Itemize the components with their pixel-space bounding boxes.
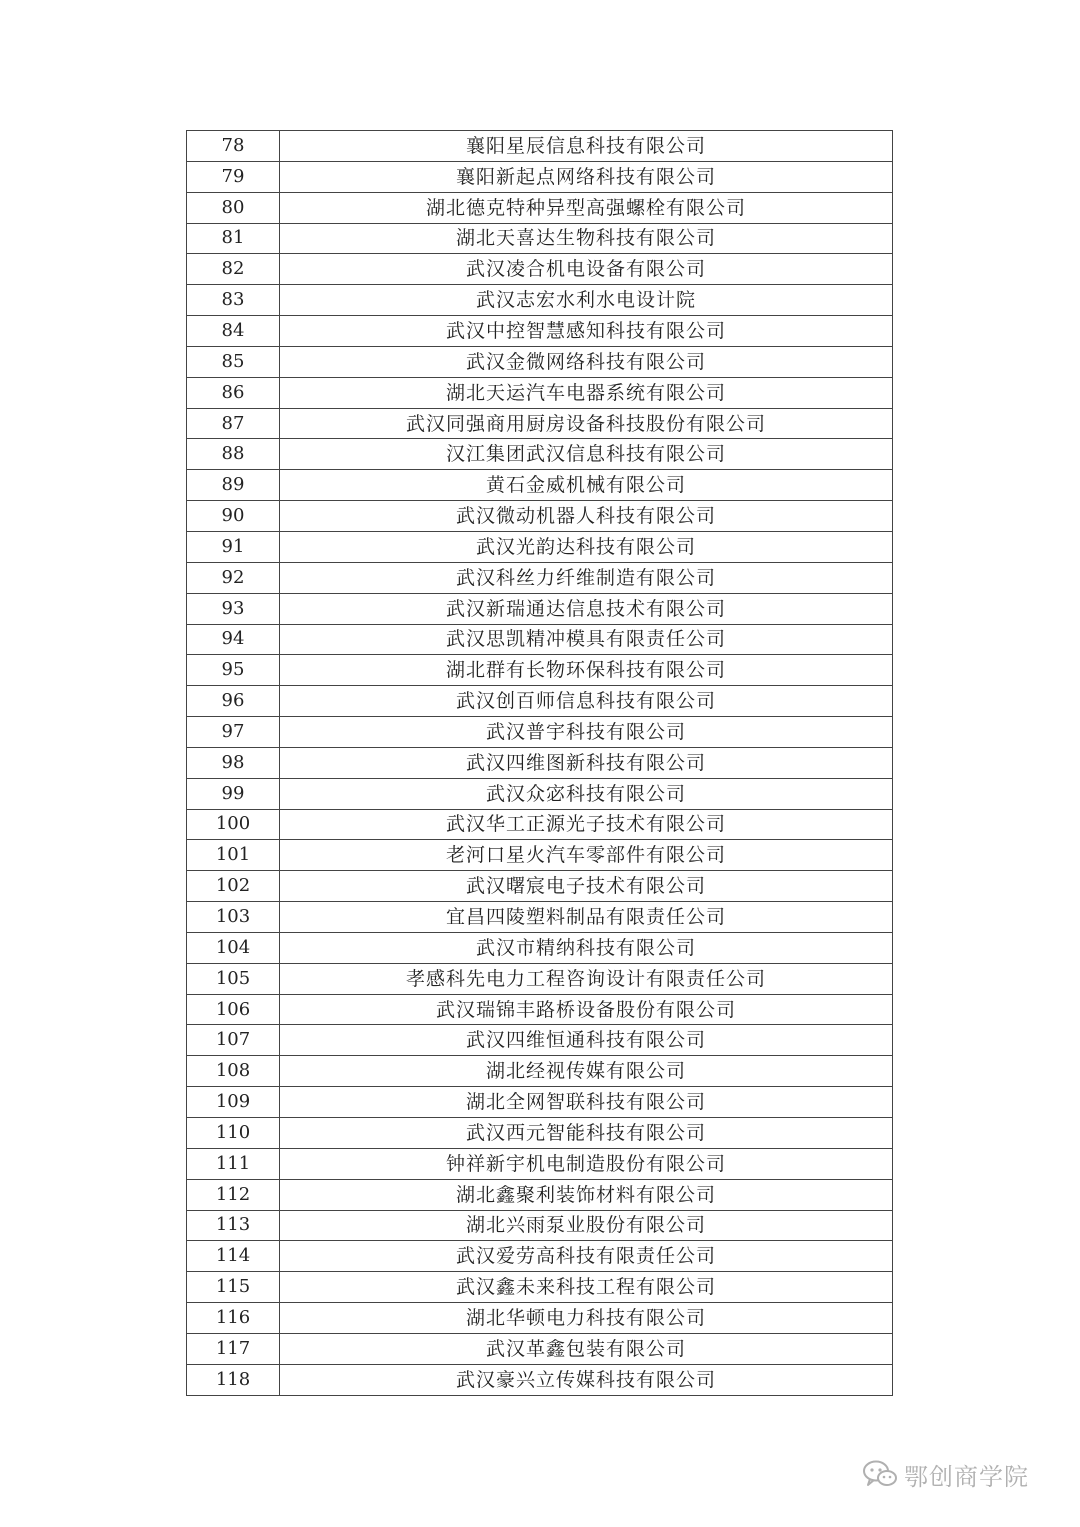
row-number: 82 (187, 254, 280, 285)
row-number: 106 (187, 994, 280, 1025)
row-number: 85 (187, 346, 280, 377)
row-number: 93 (187, 593, 280, 624)
company-name: 武汉瑞锦丰路桥设备股份有限公司 (280, 994, 893, 1025)
table-row (187, 809, 893, 840)
table-row (187, 346, 893, 377)
table-row (187, 593, 893, 624)
company-name: 武汉中控智慧感知科技有限公司 (280, 316, 893, 347)
row-number: 109 (187, 1087, 280, 1118)
table-row (187, 1179, 893, 1210)
row-number: 86 (187, 377, 280, 408)
table-row (187, 192, 893, 223)
company-name: 武汉新瑞通达信息技术有限公司 (280, 593, 893, 624)
company-name: 襄阳星辰信息科技有限公司 (280, 131, 893, 162)
company-name: 武汉爱劳高科技有限责任公司 (280, 1241, 893, 1272)
table-row (187, 131, 893, 162)
row-number: 116 (187, 1303, 280, 1334)
table-row (187, 531, 893, 562)
company-name: 武汉西元智能科技有限公司 (280, 1118, 893, 1149)
table-row (187, 223, 893, 254)
company-name: 老河口星火汽车零部件有限公司 (280, 840, 893, 871)
row-number: 104 (187, 932, 280, 963)
table-row (187, 254, 893, 285)
table-row (187, 316, 893, 347)
row-number: 87 (187, 408, 280, 439)
row-number: 100 (187, 809, 280, 840)
company-name: 武汉鑫未来科技工程有限公司 (280, 1272, 893, 1303)
table-row (187, 1148, 893, 1179)
row-number: 101 (187, 840, 280, 871)
table-row (187, 1241, 893, 1272)
row-number: 115 (187, 1272, 280, 1303)
table-row (187, 1118, 893, 1149)
company-name: 武汉微动机器人科技有限公司 (280, 501, 893, 532)
company-name: 武汉同强商用厨房设备科技股份有限公司 (280, 408, 893, 439)
table-row (187, 747, 893, 778)
table-row (187, 562, 893, 593)
row-number: 102 (187, 871, 280, 902)
company-name: 武汉普宇科技有限公司 (280, 717, 893, 748)
company-name: 武汉华工正源光子技术有限公司 (280, 809, 893, 840)
table-row (187, 1333, 893, 1364)
row-number: 105 (187, 963, 280, 994)
company-name: 湖北德克特种异型高强螺栓有限公司 (280, 192, 893, 223)
row-number: 117 (187, 1333, 280, 1364)
company-name: 武汉志宏水利水电设计院 (280, 285, 893, 316)
company-name: 武汉曙宸电子技术有限公司 (280, 871, 893, 902)
table-row (187, 470, 893, 501)
table-row (187, 717, 893, 748)
company-name: 汉江集团武汉信息科技有限公司 (280, 439, 893, 470)
row-number: 108 (187, 1056, 280, 1087)
row-number: 91 (187, 531, 280, 562)
table-row (187, 1303, 893, 1334)
row-number: 78 (187, 131, 280, 162)
table-row (187, 840, 893, 871)
row-number: 98 (187, 747, 280, 778)
table-row (187, 624, 893, 655)
table-row (187, 994, 893, 1025)
company-list-table (186, 130, 893, 1396)
table-row (187, 439, 893, 470)
company-name: 武汉市精纳科技有限公司 (280, 932, 893, 963)
company-name: 武汉思凯精冲模具有限责任公司 (280, 624, 893, 655)
row-number: 110 (187, 1118, 280, 1149)
company-name: 武汉凌合机电设备有限公司 (280, 254, 893, 285)
row-number: 111 (187, 1148, 280, 1179)
row-number: 107 (187, 1025, 280, 1056)
company-name: 湖北天运汽车电器系统有限公司 (280, 377, 893, 408)
wechat-icon (862, 1459, 898, 1489)
table-row (187, 932, 893, 963)
company-name: 武汉众宓科技有限公司 (280, 778, 893, 809)
table-row (187, 963, 893, 994)
table-row (187, 1364, 893, 1395)
row-number: 84 (187, 316, 280, 347)
company-name: 武汉革鑫包装有限公司 (280, 1333, 893, 1364)
table-row (187, 1210, 893, 1241)
row-number: 81 (187, 223, 280, 254)
company-name: 钟祥新宇机电制造股份有限公司 (280, 1148, 893, 1179)
company-name: 黄石金威机械有限公司 (280, 470, 893, 501)
table-row (187, 1087, 893, 1118)
row-number: 96 (187, 686, 280, 717)
row-number: 112 (187, 1179, 280, 1210)
company-name: 湖北群有长物环保科技有限公司 (280, 655, 893, 686)
watermark (862, 1452, 1029, 1496)
company-name: 武汉豪兴立传媒科技有限公司 (280, 1364, 893, 1395)
table-row (187, 161, 893, 192)
company-name: 孝感科先电力工程咨询设计有限责任公司 (280, 963, 893, 994)
table-row (187, 1272, 893, 1303)
row-number: 80 (187, 192, 280, 223)
company-name: 武汉科丝力纤维制造有限公司 (280, 562, 893, 593)
table-row (187, 655, 893, 686)
table-row (187, 871, 893, 902)
row-number: 83 (187, 285, 280, 316)
row-number: 90 (187, 501, 280, 532)
row-number: 97 (187, 717, 280, 748)
company-name: 武汉创百师信息科技有限公司 (280, 686, 893, 717)
table-row (187, 501, 893, 532)
company-name: 襄阳新起点网络科技有限公司 (280, 161, 893, 192)
row-number: 118 (187, 1364, 280, 1395)
company-name: 湖北兴雨泵业股份有限公司 (280, 1210, 893, 1241)
company-name: 湖北天喜达生物科技有限公司 (280, 223, 893, 254)
row-number: 92 (187, 562, 280, 593)
company-name: 湖北华顿电力科技有限公司 (280, 1303, 893, 1334)
table-row (187, 686, 893, 717)
row-number: 79 (187, 161, 280, 192)
row-number: 94 (187, 624, 280, 655)
row-number: 95 (187, 655, 280, 686)
table-row (187, 285, 893, 316)
row-number: 99 (187, 778, 280, 809)
company-name: 武汉四维恒通科技有限公司 (280, 1025, 893, 1056)
row-number: 103 (187, 902, 280, 933)
row-number: 113 (187, 1210, 280, 1241)
table-row (187, 377, 893, 408)
watermark-text: 鄂创商学院 (904, 1462, 1029, 1491)
company-name: 宜昌四陵塑料制品有限责任公司 (280, 902, 893, 933)
company-list-body (187, 131, 893, 1396)
row-number: 114 (187, 1241, 280, 1272)
table-row (187, 778, 893, 809)
company-name: 湖北鑫聚利装饰材料有限公司 (280, 1179, 893, 1210)
table-row (187, 902, 893, 933)
table-row (187, 408, 893, 439)
row-number: 89 (187, 470, 280, 501)
row-number: 88 (187, 439, 280, 470)
company-name: 湖北经视传媒有限公司 (280, 1056, 893, 1087)
table-row (187, 1025, 893, 1056)
table-row (187, 1056, 893, 1087)
company-name: 湖北全网智联科技有限公司 (280, 1087, 893, 1118)
company-name: 武汉光韵达科技有限公司 (280, 531, 893, 562)
company-name: 武汉金微网络科技有限公司 (280, 346, 893, 377)
company-name: 武汉四维图新科技有限公司 (280, 747, 893, 778)
